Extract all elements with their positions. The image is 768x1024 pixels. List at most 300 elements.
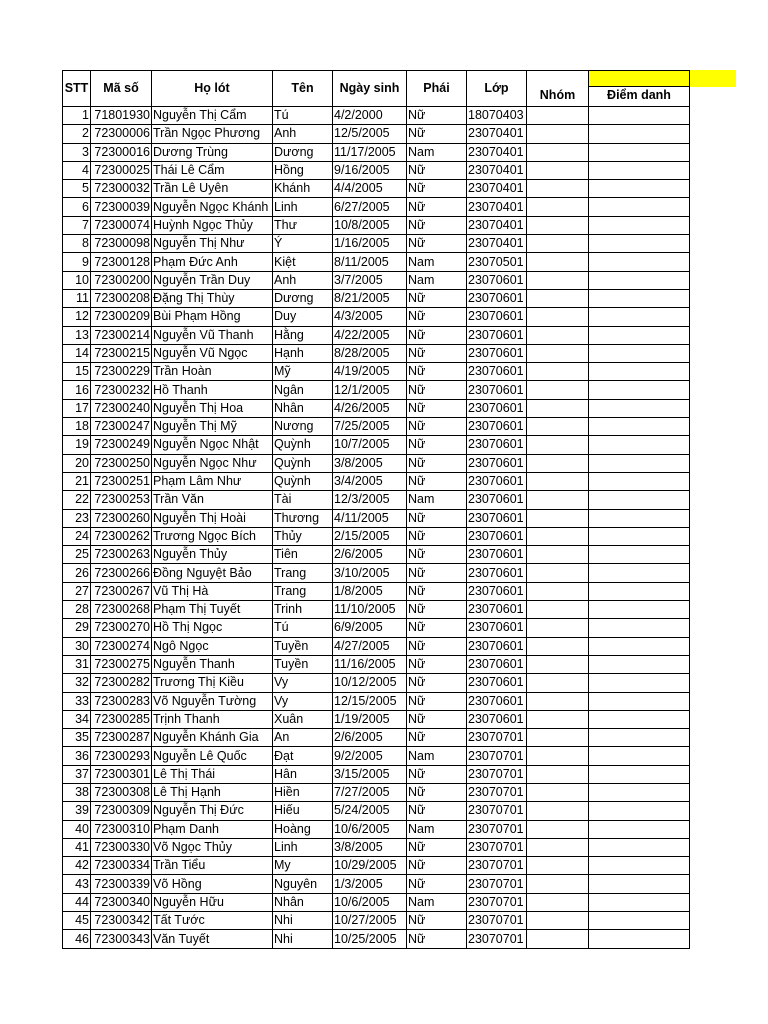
cell-nhom[interactable] [527,546,589,564]
cell-diem-danh[interactable] [589,180,690,198]
cell-nhom[interactable] [527,838,589,856]
cell-lop[interactable]: 23070601 [467,418,527,436]
cell-ngay-sinh[interactable]: 4/3/2005 [333,308,407,326]
cell-ho-lot[interactable]: Nguyễn Thanh [152,655,273,673]
cell-stt[interactable]: 33 [63,692,91,710]
cell-ten[interactable]: Vy [273,692,333,710]
cell-ten[interactable]: Duy [273,308,333,326]
cell-diem-danh[interactable] [589,710,690,728]
cell-stt[interactable]: 25 [63,546,91,564]
cell-ho-lot[interactable]: Nguyễn Ngọc Nhật [152,436,273,454]
cell-ten[interactable]: Anh [273,125,333,143]
cell-nhom[interactable] [527,198,589,216]
cell-lop[interactable]: 23070401 [467,216,527,234]
cell-ngay-sinh[interactable]: 10/27/2005 [333,912,407,930]
cell-lop[interactable]: 23070601 [467,381,527,399]
cell-ma-so[interactable]: 72300016 [91,143,152,161]
cell-stt[interactable]: 12 [63,308,91,326]
cell-diem-danh[interactable] [589,747,690,765]
cell-stt[interactable]: 8 [63,235,91,253]
cell-ten[interactable]: Trinh [273,601,333,619]
cell-ngay-sinh[interactable]: 3/8/2005 [333,838,407,856]
cell-ho-lot[interactable]: Nguyễn Thị Cẩm [152,107,273,125]
cell-ten[interactable]: Hồng [273,161,333,179]
cell-ma-so[interactable]: 72300309 [91,802,152,820]
cell-nhom[interactable] [527,674,589,692]
cell-ma-so[interactable]: 72300262 [91,527,152,545]
cell-phai[interactable]: Nữ [407,729,467,747]
cell-ho-lot[interactable]: Nguyễn Hữu [152,893,273,911]
cell-ho-lot[interactable]: Nguyễn Ngọc Khánh [152,198,273,216]
cell-ma-so[interactable]: 72300310 [91,820,152,838]
cell-ngay-sinh[interactable]: 4/2/2000 [333,107,407,125]
cell-stt[interactable]: 7 [63,216,91,234]
cell-nhom[interactable] [527,143,589,161]
cell-ten[interactable]: Hạnh [273,344,333,362]
cell-lop[interactable]: 23070401 [467,143,527,161]
cell-ten[interactable]: Kiệt [273,253,333,271]
cell-phai[interactable]: Nữ [407,802,467,820]
cell-stt[interactable]: 46 [63,930,91,948]
cell-ngay-sinh[interactable]: 8/28/2005 [333,344,407,362]
cell-ngay-sinh[interactable]: 10/6/2005 [333,820,407,838]
cell-nhom[interactable] [527,344,589,362]
cell-phai[interactable]: Nữ [407,637,467,655]
cell-ten[interactable]: Linh [273,838,333,856]
cell-ho-lot[interactable]: Nguyễn Ngọc Như [152,454,273,472]
cell-ten[interactable]: Trang [273,564,333,582]
cell-stt[interactable]: 45 [63,912,91,930]
cell-ho-lot[interactable]: Phạm Danh [152,820,273,838]
cell-ho-lot[interactable]: Đồng Nguyệt Bảo [152,564,273,582]
cell-diem-danh[interactable] [589,546,690,564]
cell-stt[interactable]: 21 [63,472,91,490]
cell-stt[interactable]: 37 [63,765,91,783]
cell-ma-so[interactable]: 72300253 [91,491,152,509]
cell-lop[interactable]: 23070601 [467,344,527,362]
cell-stt[interactable]: 36 [63,747,91,765]
cell-stt[interactable]: 14 [63,344,91,362]
cell-ngay-sinh[interactable]: 3/7/2005 [333,271,407,289]
cell-lop[interactable]: 23070601 [467,308,527,326]
cell-nhom[interactable] [527,271,589,289]
cell-stt[interactable]: 38 [63,783,91,801]
cell-ho-lot[interactable]: Thái Lê Cẩm [152,161,273,179]
cell-ngay-sinh[interactable]: 6/27/2005 [333,198,407,216]
cell-phai[interactable]: Nữ [407,216,467,234]
cell-ma-so[interactable]: 72300249 [91,436,152,454]
cell-phai[interactable]: Nữ [407,161,467,179]
cell-ma-so[interactable]: 72300214 [91,326,152,344]
cell-lop[interactable]: 23070601 [467,271,527,289]
cell-ten[interactable]: Thương [273,509,333,527]
cell-nhom[interactable] [527,655,589,673]
cell-ten[interactable]: Nương [273,418,333,436]
cell-ten[interactable]: Hằng [273,326,333,344]
cell-lop[interactable]: 23070601 [467,692,527,710]
cell-ten[interactable]: Nhân [273,893,333,911]
cell-nhom[interactable] [527,692,589,710]
cell-ho-lot[interactable]: Trần Tiểu [152,857,273,875]
cell-ngay-sinh[interactable]: 8/21/2005 [333,289,407,307]
cell-ngay-sinh[interactable]: 1/3/2005 [333,875,407,893]
cell-lop[interactable]: 23070701 [467,820,527,838]
cell-diem-danh[interactable] [589,198,690,216]
cell-ngay-sinh[interactable]: 2/15/2005 [333,527,407,545]
cell-ma-so[interactable]: 72300267 [91,582,152,600]
header-ngay-sinh[interactable]: Ngày sinh [333,71,407,107]
cell-ho-lot[interactable]: Nguyễn Thị Như [152,235,273,253]
cell-stt[interactable]: 32 [63,674,91,692]
cell-ma-so[interactable]: 72300025 [91,161,152,179]
cell-diem-danh[interactable] [589,692,690,710]
cell-stt[interactable]: 28 [63,601,91,619]
cell-nhom[interactable] [527,326,589,344]
cell-ma-so[interactable]: 72300208 [91,289,152,307]
cell-ten[interactable]: Nguyên [273,875,333,893]
cell-nhom[interactable] [527,454,589,472]
cell-diem-danh[interactable] [589,912,690,930]
cell-phai[interactable]: Nữ [407,546,467,564]
cell-ho-lot[interactable]: Trần Văn [152,491,273,509]
cell-ma-so[interactable]: 72300039 [91,198,152,216]
cell-stt[interactable]: 13 [63,326,91,344]
cell-nhom[interactable] [527,729,589,747]
cell-ten[interactable]: Hiền [273,783,333,801]
cell-nhom[interactable] [527,308,589,326]
cell-phai[interactable]: Nữ [407,564,467,582]
cell-stt[interactable]: 44 [63,893,91,911]
cell-ngay-sinh[interactable]: 10/6/2005 [333,893,407,911]
cell-stt[interactable]: 15 [63,363,91,381]
cell-stt[interactable]: 41 [63,838,91,856]
cell-phai[interactable]: Nam [407,253,467,271]
cell-ngay-sinh[interactable]: 1/16/2005 [333,235,407,253]
cell-diem-danh[interactable] [589,472,690,490]
cell-ten[interactable]: Nhân [273,399,333,417]
cell-ngay-sinh[interactable]: 11/10/2005 [333,601,407,619]
cell-ten[interactable]: Ý [273,235,333,253]
cell-diem-danh[interactable] [589,271,690,289]
cell-phai[interactable]: Nữ [407,527,467,545]
cell-ma-so[interactable]: 72300343 [91,930,152,948]
cell-ten[interactable]: Quỳnh [273,472,333,490]
cell-ma-so[interactable]: 72300232 [91,381,152,399]
cell-nhom[interactable] [527,875,589,893]
cell-phai[interactable]: Nữ [407,107,467,125]
cell-ho-lot[interactable]: Nguyễn Lê Quốc [152,747,273,765]
cell-lop[interactable]: 23070601 [467,582,527,600]
cell-ten[interactable]: Hiếu [273,802,333,820]
cell-ma-so[interactable]: 71801930 [91,107,152,125]
cell-diem-danh[interactable] [589,655,690,673]
cell-ngay-sinh[interactable]: 9/16/2005 [333,161,407,179]
cell-diem-danh[interactable] [589,344,690,362]
cell-ma-so[interactable]: 72300282 [91,674,152,692]
cell-ngay-sinh[interactable]: 10/25/2005 [333,930,407,948]
cell-lop[interactable]: 23070701 [467,729,527,747]
cell-lop[interactable]: 23070601 [467,601,527,619]
cell-diem-danh[interactable] [589,235,690,253]
cell-diem-danh[interactable] [589,454,690,472]
cell-nhom[interactable] [527,509,589,527]
cell-nhom[interactable] [527,161,589,179]
cell-phai[interactable]: Nữ [407,399,467,417]
cell-nhom[interactable] [527,436,589,454]
cell-diem-danh[interactable] [589,161,690,179]
cell-ho-lot[interactable]: Đặng Thị Thùy [152,289,273,307]
cell-phai[interactable]: Nữ [407,582,467,600]
cell-lop[interactable]: 23070701 [467,783,527,801]
cell-phai[interactable]: Nữ [407,344,467,362]
cell-lop[interactable]: 23070701 [467,912,527,930]
cell-stt[interactable]: 16 [63,381,91,399]
cell-ten[interactable]: Anh [273,271,333,289]
cell-diem-danh[interactable] [589,802,690,820]
cell-ho-lot[interactable]: Phạm Đức Anh [152,253,273,271]
cell-phai[interactable]: Nữ [407,326,467,344]
cell-phai[interactable]: Nữ [407,619,467,637]
cell-phai[interactable]: Nữ [407,710,467,728]
cell-ho-lot[interactable]: Vũ Thị Hà [152,582,273,600]
cell-phai[interactable]: Nữ [407,692,467,710]
cell-ma-so[interactable]: 72300270 [91,619,152,637]
cell-ho-lot[interactable]: Nguyễn Thị Đức [152,802,273,820]
cell-nhom[interactable] [527,527,589,545]
cell-stt[interactable]: 4 [63,161,91,179]
cell-ten[interactable]: Tiên [273,546,333,564]
cell-lop[interactable]: 23070401 [467,161,527,179]
cell-ten[interactable]: Hoàng [273,820,333,838]
cell-nhom[interactable] [527,710,589,728]
cell-phai[interactable]: Nữ [407,418,467,436]
cell-lop[interactable]: 23070601 [467,674,527,692]
cell-ten[interactable]: Dương [273,143,333,161]
cell-lop[interactable]: 23070401 [467,235,527,253]
cell-phai[interactable]: Nữ [407,875,467,893]
cell-ma-so[interactable]: 72300268 [91,601,152,619]
cell-ho-lot[interactable]: Ngô Ngọc [152,637,273,655]
cell-diem-danh[interactable] [589,619,690,637]
cell-ngay-sinh[interactable]: 10/12/2005 [333,674,407,692]
cell-ho-lot[interactable]: Văn Tuyết [152,930,273,948]
cell-nhom[interactable] [527,783,589,801]
cell-ho-lot[interactable]: Trương Thị Kiều [152,674,273,692]
cell-lop[interactable]: 23070601 [467,546,527,564]
cell-ma-so[interactable]: 72300098 [91,235,152,253]
cell-diem-danh[interactable] [589,491,690,509]
cell-ten[interactable]: Thư [273,216,333,234]
cell-lop[interactable]: 23070701 [467,802,527,820]
cell-ho-lot[interactable]: Võ Nguyễn Tường [152,692,273,710]
cell-lop[interactable]: 23070701 [467,875,527,893]
header-ma-so[interactable]: Mã số [91,71,152,107]
cell-lop[interactable]: 23070601 [467,326,527,344]
cell-ten[interactable]: Nhi [273,912,333,930]
cell-diem-danh[interactable] [589,399,690,417]
cell-nhom[interactable] [527,893,589,911]
cell-nhom[interactable] [527,253,589,271]
cell-ho-lot[interactable]: Trần Lê Uyên [152,180,273,198]
cell-nhom[interactable] [527,802,589,820]
cell-ma-so[interactable]: 72300209 [91,308,152,326]
cell-ten[interactable]: Đạt [273,747,333,765]
cell-ngay-sinh[interactable]: 12/15/2005 [333,692,407,710]
cell-nhom[interactable] [527,216,589,234]
header-lop[interactable]: Lớp [467,71,527,107]
cell-ngay-sinh[interactable]: 4/4/2005 [333,180,407,198]
cell-ten[interactable]: Dương [273,289,333,307]
cell-lop[interactable]: 23070601 [467,399,527,417]
cell-lop[interactable]: 23070601 [467,436,527,454]
cell-ho-lot[interactable]: Nguyễn Thủy [152,546,273,564]
cell-phai[interactable]: Nữ [407,912,467,930]
cell-diem-danh[interactable] [589,326,690,344]
cell-ho-lot[interactable]: Nguyễn Thị Hoài [152,509,273,527]
cell-ho-lot[interactable]: Hồ Thanh [152,381,273,399]
cell-ngay-sinh[interactable]: 4/19/2005 [333,363,407,381]
cell-nhom[interactable] [527,235,589,253]
cell-nhom[interactable] [527,363,589,381]
cell-lop[interactable]: 23070701 [467,893,527,911]
cell-phai[interactable]: Nữ [407,601,467,619]
cell-phai[interactable]: Nữ [407,289,467,307]
cell-stt[interactable]: 42 [63,857,91,875]
cell-ten[interactable]: Xuân [273,710,333,728]
cell-diem-danh[interactable] [589,820,690,838]
cell-ten[interactable]: Mỹ [273,363,333,381]
cell-phai[interactable]: Nữ [407,930,467,948]
cell-diem-danh[interactable] [589,783,690,801]
cell-nhom[interactable] [527,601,589,619]
cell-ma-so[interactable]: 72300266 [91,564,152,582]
cell-ho-lot[interactable]: Phạm Thị Tuyết [152,601,273,619]
cell-nhom[interactable] [527,399,589,417]
cell-ho-lot[interactable]: Lê Thị Thái [152,765,273,783]
cell-stt[interactable]: 30 [63,637,91,655]
cell-ho-lot[interactable]: Nguyễn Thị Mỹ [152,418,273,436]
cell-ngay-sinh[interactable]: 3/10/2005 [333,564,407,582]
cell-stt[interactable]: 43 [63,875,91,893]
cell-nhom[interactable] [527,491,589,509]
cell-stt[interactable]: 5 [63,180,91,198]
cell-nhom[interactable] [527,107,589,125]
cell-ho-lot[interactable]: Hồ Thị Ngọc [152,619,273,637]
cell-ma-so[interactable]: 72300330 [91,838,152,856]
cell-diem-danh[interactable] [589,143,690,161]
cell-stt[interactable]: 34 [63,710,91,728]
cell-ngay-sinh[interactable]: 7/25/2005 [333,418,407,436]
cell-phai[interactable]: Nam [407,491,467,509]
cell-ma-so[interactable]: 72300287 [91,729,152,747]
cell-ngay-sinh[interactable]: 9/2/2005 [333,747,407,765]
cell-phai[interactable]: Nữ [407,454,467,472]
cell-ngay-sinh[interactable]: 12/5/2005 [333,125,407,143]
cell-phai[interactable]: Nữ [407,436,467,454]
cell-diem-danh[interactable] [589,674,690,692]
cell-ho-lot[interactable]: Nguyễn Khánh Gia [152,729,273,747]
cell-ngay-sinh[interactable]: 1/8/2005 [333,582,407,600]
cell-ngay-sinh[interactable]: 12/3/2005 [333,491,407,509]
cell-diem-danh[interactable] [589,509,690,527]
cell-lop[interactable]: 23070701 [467,857,527,875]
header-phai[interactable]: Phái [407,71,467,107]
cell-ho-lot[interactable]: Dương Trùng [152,143,273,161]
cell-stt[interactable]: 31 [63,655,91,673]
cell-diem-danh[interactable] [589,838,690,856]
cell-ten[interactable]: Ngân [273,381,333,399]
cell-nhom[interactable] [527,289,589,307]
cell-ho-lot[interactable]: Bùi Phạm Hồng [152,308,273,326]
cell-ma-so[interactable]: 72300128 [91,253,152,271]
cell-ho-lot[interactable]: Võ Ngọc Thủy [152,838,273,856]
cell-lop[interactable]: 23070601 [467,619,527,637]
cell-ten[interactable]: Khánh [273,180,333,198]
cell-nhom[interactable] [527,381,589,399]
cell-stt[interactable]: 24 [63,527,91,545]
cell-ma-so[interactable]: 72300301 [91,765,152,783]
cell-ngay-sinh[interactable]: 12/1/2005 [333,381,407,399]
cell-ngay-sinh[interactable]: 5/24/2005 [333,802,407,820]
cell-ho-lot[interactable]: Trần Ngọc Phương [152,125,273,143]
cell-phai[interactable]: Nam [407,143,467,161]
cell-stt[interactable]: 9 [63,253,91,271]
cell-ma-so[interactable]: 72300247 [91,418,152,436]
cell-ten[interactable]: Trang [273,582,333,600]
cell-phai[interactable]: Nam [407,747,467,765]
cell-phai[interactable]: Nữ [407,838,467,856]
cell-ngay-sinh[interactable]: 4/27/2005 [333,637,407,655]
cell-lop[interactable]: 23070601 [467,363,527,381]
cell-phai[interactable]: Nữ [407,472,467,490]
cell-lop[interactable]: 23070701 [467,930,527,948]
cell-diem-danh[interactable] [589,527,690,545]
cell-lop[interactable]: 23070601 [467,509,527,527]
cell-diem-danh[interactable] [589,564,690,582]
highlight-cell[interactable] [589,71,689,87]
cell-stt[interactable]: 23 [63,509,91,527]
cell-ma-so[interactable]: 72300240 [91,399,152,417]
cell-lop[interactable]: 23070701 [467,765,527,783]
cell-ma-so[interactable]: 72300283 [91,692,152,710]
cell-nhom[interactable] [527,747,589,765]
cell-stt[interactable]: 20 [63,454,91,472]
cell-nhom[interactable] [527,125,589,143]
cell-ma-so[interactable]: 72300275 [91,655,152,673]
cell-ho-lot[interactable]: Huỳnh Ngọc Thủy [152,216,273,234]
cell-phai[interactable]: Nam [407,820,467,838]
cell-phai[interactable]: Nữ [407,180,467,198]
cell-stt[interactable]: 2 [63,125,91,143]
cell-ngay-sinh[interactable]: 4/22/2005 [333,326,407,344]
cell-lop[interactable]: 23070501 [467,253,527,271]
cell-ten[interactable]: Tài [273,491,333,509]
cell-stt[interactable]: 27 [63,582,91,600]
cell-phai[interactable]: Nam [407,893,467,911]
cell-ma-so[interactable]: 72300308 [91,783,152,801]
cell-ten[interactable]: Tuyền [273,637,333,655]
cell-ma-so[interactable]: 72300339 [91,875,152,893]
cell-ten[interactable]: Vy [273,674,333,692]
cell-phai[interactable]: Nữ [407,655,467,673]
cell-stt[interactable]: 3 [63,143,91,161]
cell-diem-danh[interactable] [589,436,690,454]
cell-ma-so[interactable]: 72300251 [91,472,152,490]
cell-nhom[interactable] [527,418,589,436]
cell-ma-so[interactable]: 72300340 [91,893,152,911]
cell-ho-lot[interactable]: Trịnh Thanh [152,710,273,728]
cell-diem-danh[interactable] [589,601,690,619]
